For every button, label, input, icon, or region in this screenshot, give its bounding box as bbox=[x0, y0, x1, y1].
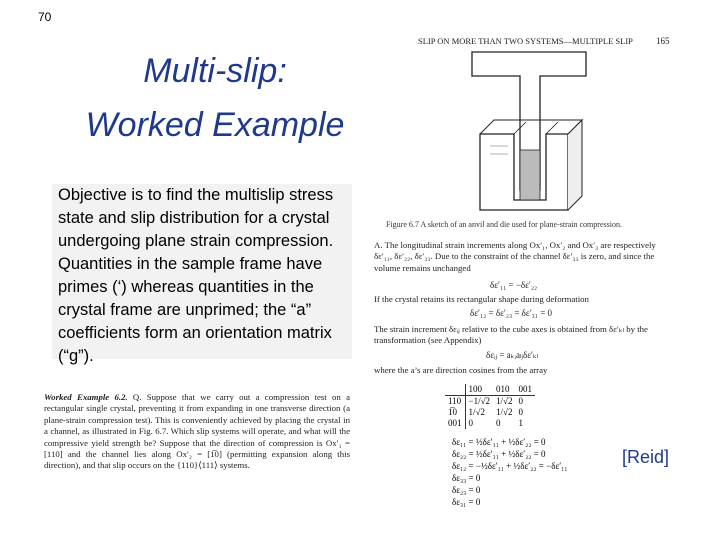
citation-reid: [Reid] bbox=[622, 447, 670, 467]
strain-equation: δε₁₂ = −½δε′₁₁ + ½δε′₂₂ = −δε′₁₁ bbox=[452, 461, 568, 471]
condition-text: If the crystal retains its rectangular shape during deformation bbox=[374, 294, 589, 304]
strain-equation: δε₂₂ = ½δε′₁₁ + ½δε′₂₂ = 0 bbox=[452, 449, 546, 459]
matrix-row-label: 110 bbox=[445, 396, 465, 408]
worked-example-body: Q. Suppose that we carry out a compression test on a rectangular single crystal, preventing it from expanding in one transverse direction (a plane-strain compression test). This is conveniently achieved by placing the crystal in a channel, as illustrated in Fig. 6.7. Which slip systems will operate, and what will the compressive yield strength be? Suppose that the direction of compression is Ox′₁ = [110] and the channel lies along Ox′₂ = [1̅0] (permitting expansion along this direction), and that slip occurs on the {110}⟨111⟩ systems. bbox=[44, 392, 350, 471]
matrix-header-cell: 001 bbox=[515, 384, 535, 396]
anvil-die-figure bbox=[470, 50, 590, 218]
matrix-cell: 0 bbox=[496, 418, 501, 428]
matrix-row-label: 1̅0 bbox=[445, 407, 465, 418]
strain-equation: δε₂₃ = 0 bbox=[452, 485, 481, 495]
book-page-number: 165 bbox=[656, 36, 670, 46]
matrix-cell: 1/√2 bbox=[496, 396, 513, 406]
part-a-text: A. The longitudinal strain increments along Ox′₁, Ox′₂ and Ox′₃ are respectively δε′₁₁, δε′₂₂, δε′₃₃. Due to the constraint of the channel δε′₃₃ is zero, and since the volume remains unchanged bbox=[374, 240, 656, 273]
book-running-header: SLIP ON MORE THAN TWO SYSTEMS—MULTIPLE SLIP bbox=[418, 36, 633, 46]
strain-equation: δε₃₁ = 0 bbox=[452, 497, 481, 507]
matrix-header-cell bbox=[445, 384, 465, 396]
slide-title-line-2: Worked Example bbox=[85, 106, 345, 144]
matrix-row-label: 001 bbox=[445, 418, 465, 429]
worked-example-text bbox=[44, 392, 350, 472]
figure-caption: Figure 6.7 A sketch of an anvil and die used for plane-strain compression. bbox=[386, 220, 622, 229]
slide-number: 70 bbox=[38, 10, 52, 24]
direction-cosine-matrix bbox=[445, 384, 535, 429]
objective-box bbox=[52, 184, 352, 365]
strain-results bbox=[452, 436, 567, 508]
matrix-cell: 1/√2 bbox=[496, 407, 513, 417]
matrix-header-cell: 100 bbox=[465, 384, 493, 396]
matrix-cell: 0 bbox=[468, 418, 473, 428]
matrix-cell: 0 bbox=[518, 407, 523, 417]
equation-shear-zero: δε′₁₂ = δε′₂₃ = δε′₃₁ = 0 bbox=[470, 308, 553, 318]
equation-transformation: δεᵢⱼ = aₖᵢaₗⱼδε′ₖₗ bbox=[486, 350, 539, 360]
objective-text: Objective is to find the multislip stress state and slip distribution for a crystal undergoing plane strain compression. Quantities in the sample frame have primes (‘) whereas quantities in the crystal frame are unprimed; the “a” coefficients form an orientation matrix (“g”). bbox=[58, 186, 334, 365]
equation-volume-constancy: δε′₁₁ = −δε′₂₂ bbox=[490, 280, 538, 290]
direction-cosines-text: where the a’s are direction cosines from the array bbox=[374, 365, 548, 375]
strain-equation: δε₁₁ = ½δε′₁₁ + ½δε′₂₂ = 0 bbox=[452, 437, 546, 447]
matrix-cell: 1/√2 bbox=[468, 407, 485, 417]
slide-title-line-1: Multi-slip: bbox=[143, 52, 287, 90]
strain-equation: δε₃₃ = 0 bbox=[452, 473, 481, 483]
strain-transform-text: The strain increment δεᵢⱼ relative to the cube axes is obtained from δε′ₖₗ by the transformation (see Appendix) bbox=[374, 324, 648, 346]
worked-example-label: Worked Example 6.2. bbox=[44, 392, 128, 402]
matrix-cell: 0 bbox=[518, 396, 523, 406]
matrix-header-cell: 010 bbox=[493, 384, 515, 396]
matrix-cell: 1 bbox=[518, 418, 523, 428]
matrix-cell: −1/√2 bbox=[468, 396, 491, 406]
